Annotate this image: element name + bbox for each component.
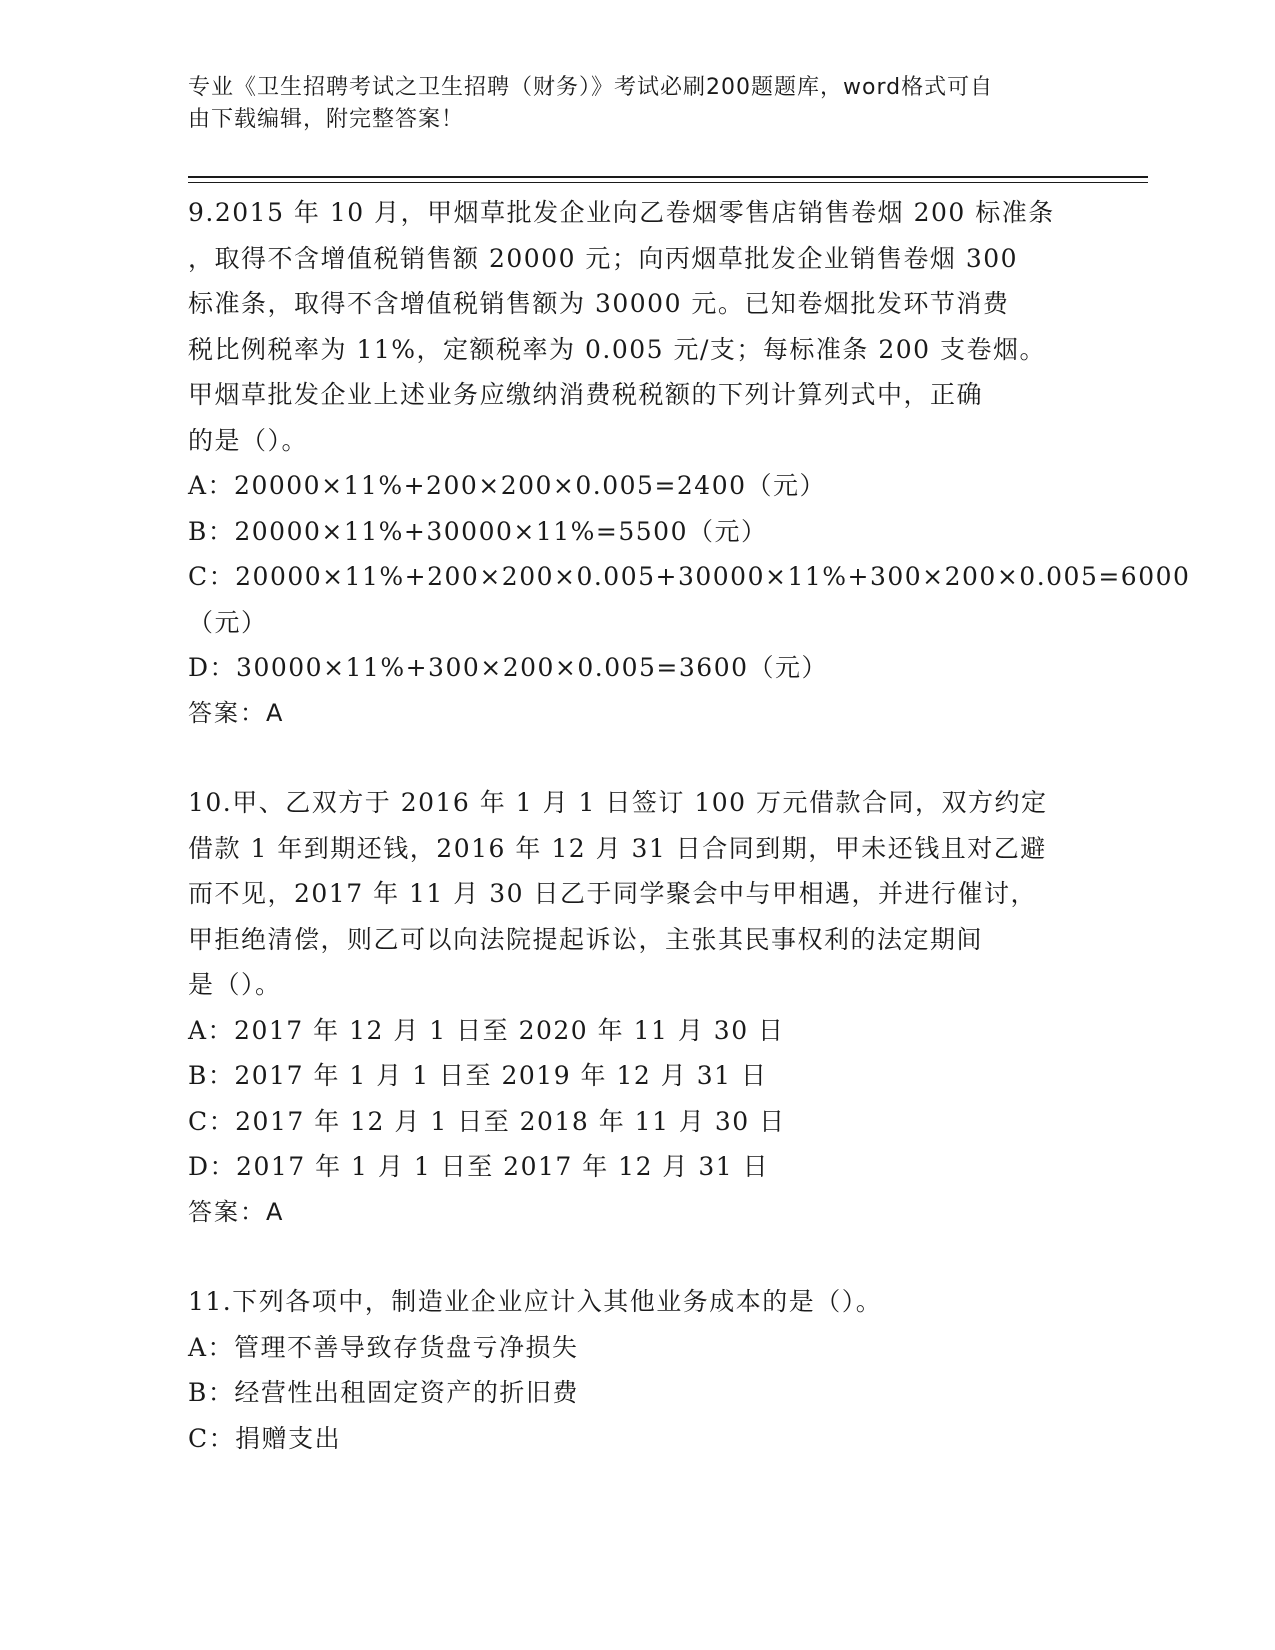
page-header xyxy=(188,72,1068,136)
stem-line: 借款 1 年到期还钱，2016 年 12 月 31 日合同到期，甲未还钱且对乙避 xyxy=(188,833,1047,863)
question-stem xyxy=(188,190,1088,463)
option-text: D：2017 年 1 月 1 日至 2017 年 12 月 31 日 xyxy=(188,1152,770,1181)
option-text: C：2017 年 12 月 1 日至 2018 年 11 月 30 日 xyxy=(188,1106,786,1136)
stem-line: 甲拒绝清偿，则乙可以向法院提起诉讼，主张其民事权利的法定期间 xyxy=(188,924,984,954)
option-d xyxy=(188,1144,1088,1190)
option-c xyxy=(188,1416,1088,1462)
option-a xyxy=(188,1008,1088,1054)
option-c xyxy=(188,1099,1088,1145)
option-a xyxy=(188,463,1088,509)
option-text: A：2017 年 12 月 1 日至 2020 年 11 月 30 日 xyxy=(188,1015,785,1045)
header-rule-thin xyxy=(188,182,1148,183)
option-b xyxy=(188,1053,1088,1099)
option-a xyxy=(188,1325,1088,1371)
option-text: C：捐赠支出 xyxy=(188,1423,342,1453)
header-line-1: 专业《卫生招聘考试之卫生招聘（财务）》考试必刷200题题库，word格式可自 xyxy=(188,75,994,100)
question-list xyxy=(188,190,1191,1505)
stem-line: 税比例税率为 11%，定额税率为 0.005 元/支；每标准条 200 支卷烟。 xyxy=(188,334,1047,364)
question-stem xyxy=(188,1279,1088,1325)
question-9 xyxy=(188,190,1191,736)
question-stem xyxy=(188,780,1088,1008)
option-text: B：经营性出租固定资产的折旧费 xyxy=(188,1378,579,1407)
stem-line: 甲烟草批发企业上述业务应缴纳消费税税额的下列计算列式中，正确 xyxy=(188,380,984,409)
stem-line: ，取得不含增值税销售额 20000 元；向丙烟草批发企业销售卷烟 300 xyxy=(188,243,1019,273)
answer-line: 答案：A xyxy=(188,698,285,727)
option-text: B：2017 年 1 月 1 日至 2019 年 12 月 31 日 xyxy=(188,1061,768,1090)
option-c xyxy=(188,554,1191,645)
option-text: B：20000×11%+30000×11%=5500（元） xyxy=(188,516,768,546)
option-text: A：管理不善导致存货盘亏净损失 xyxy=(188,1332,579,1362)
stem-line: 标准条，取得不含增值税销售额为 30000 元。已知卷烟批发环节消费 xyxy=(188,289,1010,318)
header-line-2: 由下载编辑，附完整答案！ xyxy=(188,107,465,132)
header-rule-thick xyxy=(188,176,1148,178)
stem-line: 的是（）。 xyxy=(188,425,309,455)
stem-line: 9.2015 年 10 月，甲烟草批发企业向乙卷烟零售店销售卷烟 200 标准条 xyxy=(188,198,1055,227)
answer-line: 答案：A xyxy=(188,1197,285,1226)
option-text-continued: （元） xyxy=(188,607,268,637)
stem-line: 是（）。 xyxy=(188,970,282,999)
option-text: D：30000×11%+300×200×0.005=3600（元） xyxy=(188,653,829,682)
option-b xyxy=(188,509,1088,555)
option-text: C：20000×11%+200×200×0.005+30000×11%+300×200×0.005=6000 xyxy=(188,562,1191,591)
option-text: A：20000×11%+200×200×0.005=2400（元） xyxy=(188,471,827,500)
option-d xyxy=(188,645,1088,691)
stem-line: 而不见，2017 年 11 月 30 日乙于同学聚会中与甲相遇，并进行催讨， xyxy=(188,879,1037,908)
question-11 xyxy=(188,1279,1088,1461)
option-b xyxy=(188,1370,1088,1416)
stem-line: 10.甲、乙双方于 2016 年 1 月 1 日签订 100 万元借款合同，双方约定 xyxy=(188,788,1048,817)
question-10 xyxy=(188,780,1088,1235)
stem-line: 11.下列各项中，制造业企业应计入其他业务成本的是（）。 xyxy=(188,1287,883,1316)
